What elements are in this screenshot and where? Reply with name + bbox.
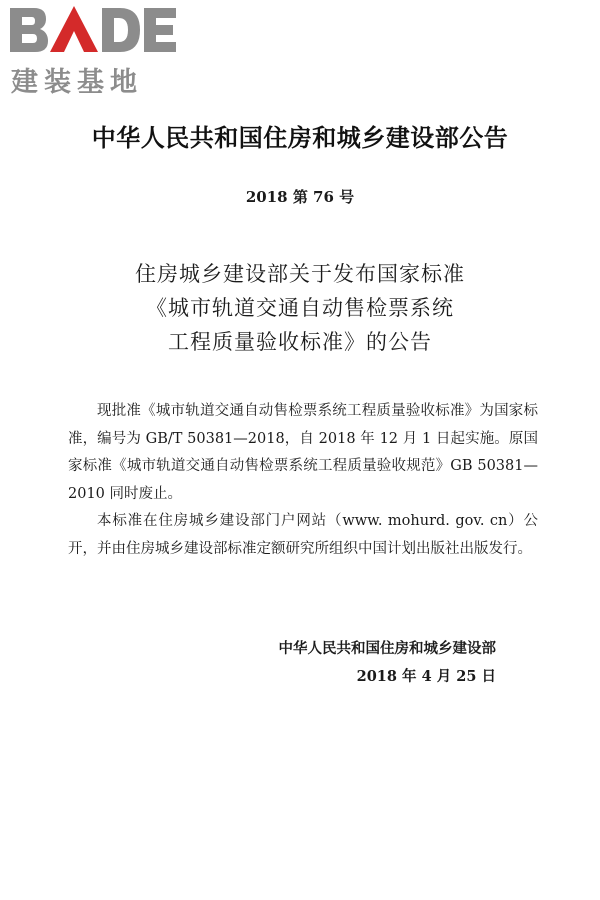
notice-title-line-2: 《城市轨道交通自动售检票系统 bbox=[146, 296, 454, 320]
body-paragraph-publication: 本标准在住房城乡建设部门户网站（www. mohurd. gov. cn）公开，并由住房城乡建设部标准定额研究所组织中国计划出版社出版发行。 bbox=[68, 513, 538, 557]
bade-logo bbox=[8, 4, 178, 98]
signature-date: 2018 年 4 月 25 日 bbox=[356, 668, 496, 685]
document-number: 2018 第 76 号 bbox=[245, 188, 355, 206]
body-paragraph-approval: 现批准《城市轨道交通自动售检票系统工程质量验收标准》为国家标准，编号为 GB/T 50381—2018，自 2018 年 12 月 1 日起实施。原国家标准《城市轨道交通自动售检票系统工程质量验收规范》GB 50381—2010 同时废止。 bbox=[68, 403, 538, 502]
announcement-headline: 中华人民共和国住房和城乡建设部公告 bbox=[91, 124, 509, 152]
notice-title-line-3: 工程质量验收标准》的公告 bbox=[168, 330, 432, 354]
notice-title-line-1: 住房城乡建设部关于发布国家标准 bbox=[135, 262, 465, 286]
signature-organization: 中华人民共和国住房和城乡建设部 bbox=[278, 641, 496, 657]
bade-wordmark-logo bbox=[8, 4, 178, 56]
logo-subtitle: 建装基地 bbox=[11, 67, 143, 98]
